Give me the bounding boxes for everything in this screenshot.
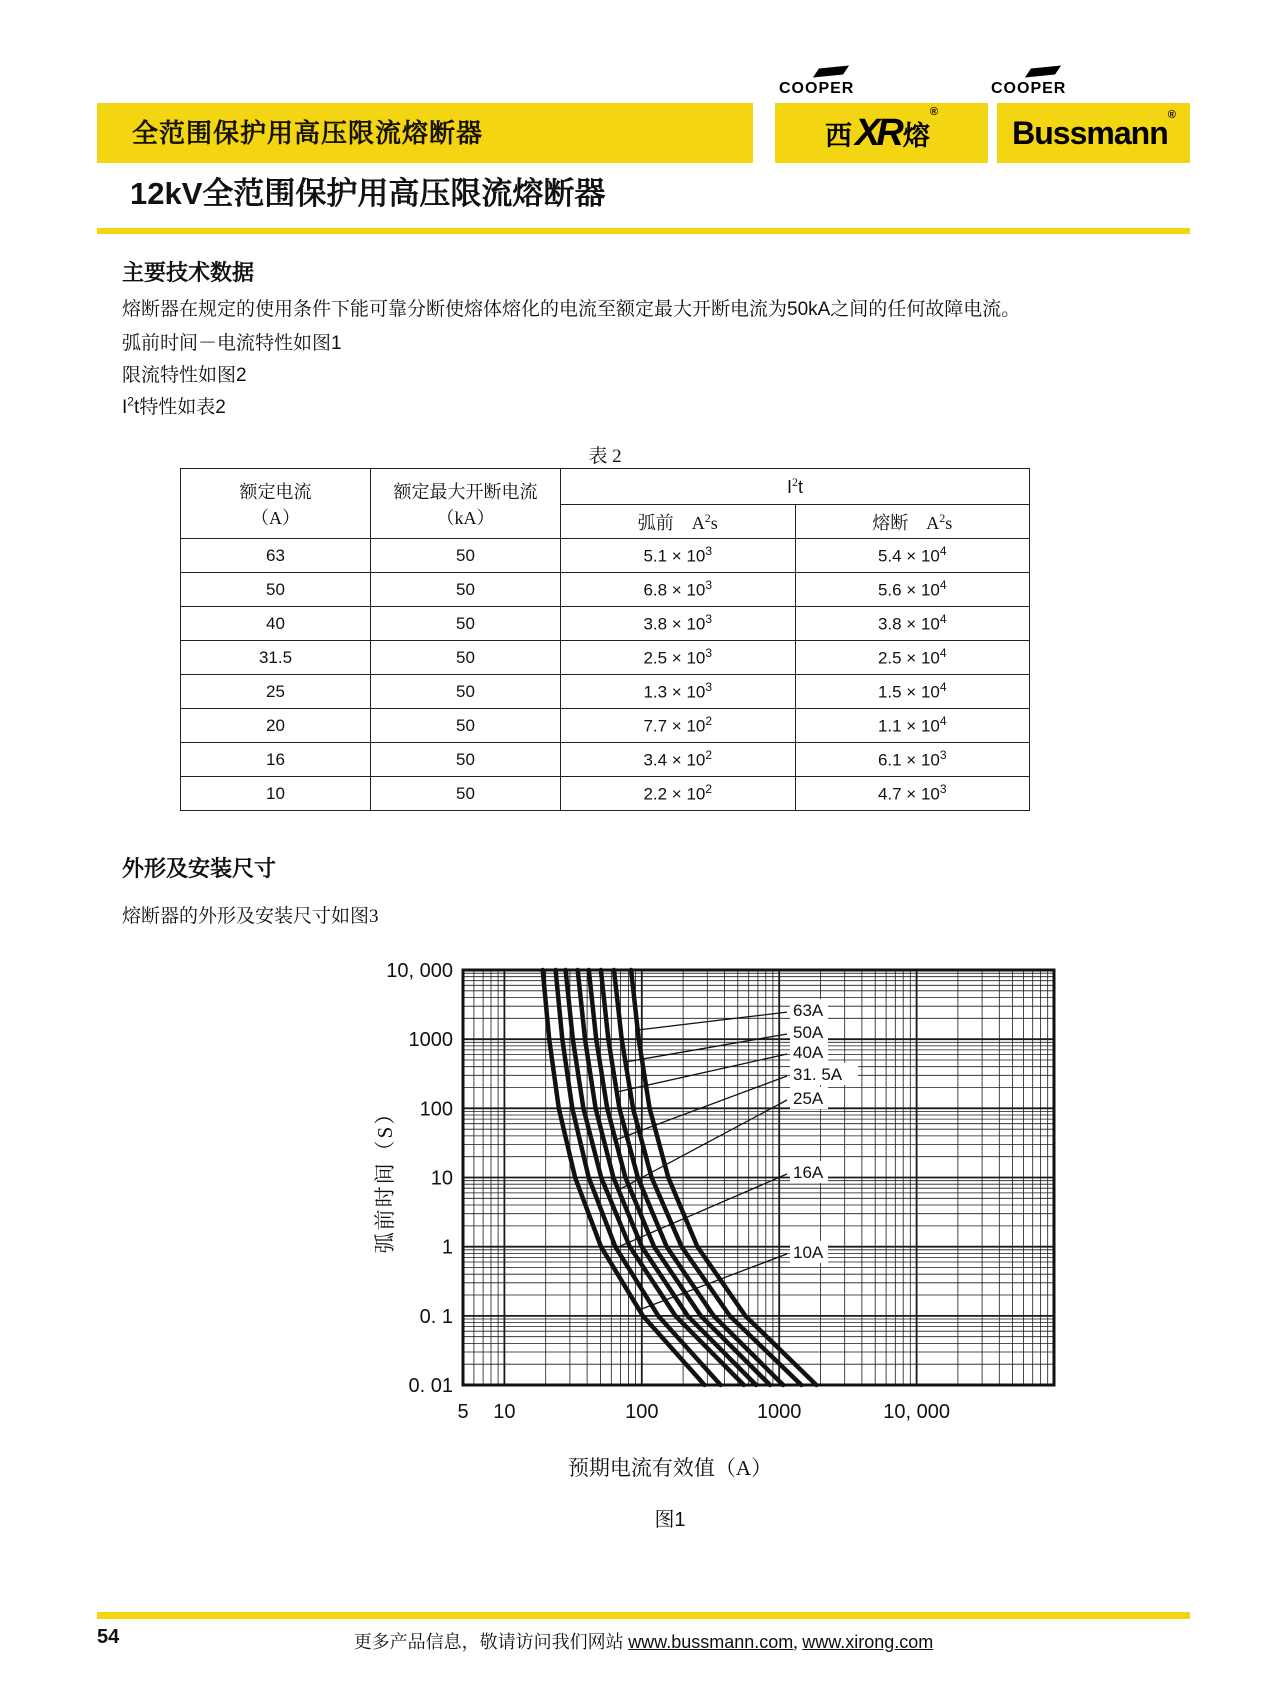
footer-text: 更多产品信息，敬请访问我们网站 www.bussmann.com, www.xirong.com — [353, 1632, 934, 1652]
cooper-bussmann-logo — [991, 68, 1111, 98]
page-number: 54 — [97, 1626, 120, 1648]
svg-text:100: 100 — [419, 1098, 453, 1121]
svg-text:16A: 16A — [793, 1163, 824, 1182]
cooper-wordmark: COOPER — [779, 80, 855, 97]
table-row: 50 50 $6.8 \times 10^3$ $5.6 \times 10^4$ — [181, 573, 1030, 607]
col-header-rated-current: 额定电流 （A） — [181, 469, 371, 539]
svg-text:31. 5A: 31. 5A — [793, 1065, 843, 1084]
fig1-caption: 图1 — [654, 1509, 686, 1531]
section-heading-tech-data: 主要技术数据 — [122, 260, 255, 285]
svg-text:63A: 63A — [793, 1001, 824, 1021]
svg-text:0. 01: 0. 01 — [408, 1375, 453, 1397]
fig1-chart — [360, 935, 1070, 1430]
page-title: 12kV全范围保护用高压限流熔断器 — [130, 176, 606, 211]
fig3-ref-line: 熔断器的外形及安装尺寸如图3 — [122, 906, 379, 927]
svg-text:0. 1: 0. 1 — [419, 1305, 453, 1328]
table-row: 10 50 $2.2 \times 10^2$ $4.7 \times 10^3$ — [181, 777, 1030, 811]
cooper-flag-icon — [1025, 66, 1061, 78]
svg-text:100: 100 — [625, 1401, 659, 1423]
svg-text:50A: 50A — [793, 1023, 824, 1042]
svg-text:5: 5 — [457, 1401, 469, 1423]
xirong-wordmark: 西XR 熔® — [825, 105, 938, 154]
tech-data-paragraph: 熔断器在规定的使用条件下能可靠分断使熔体熔化的电流至额定最大开断电流为50kA之间的任何故障电流。 — [122, 299, 1021, 320]
cooper-flag-icon — [813, 66, 849, 78]
svg-text:10, 000: 10, 000 — [386, 960, 453, 982]
table2-ref-line: $I^2t$特性如表2 — [122, 394, 226, 418]
fig2-ref-line: 限流特性如图2 — [122, 365, 247, 386]
col-header-i2t: $I^2t$ — [561, 469, 1030, 505]
col-header-prearc: 弧前 $A^2s$ — [561, 505, 796, 539]
header-band-title: 全范围保护用高压限流熔断器 — [132, 118, 484, 148]
svg-text:10A: 10A — [793, 1242, 824, 1262]
cooper-xirong-logo — [779, 68, 899, 98]
svg-text:10: 10 — [430, 1167, 453, 1190]
registered-mark-icon: ® — [929, 105, 938, 118]
table-row: 25 50 $1.3 \times 10^3$ $1.5 \times 10^4$ — [181, 675, 1030, 709]
title-rule — [97, 228, 1190, 234]
footer-rule — [97, 1612, 1190, 1619]
col-header-breaking-current: 额定最大开断电流 （kA） — [371, 469, 561, 539]
table-row: 20 50 $7.7 \times 10^2$ $1.1 \times 10^4$ — [181, 709, 1030, 743]
spec-table — [180, 468, 1030, 811]
x-axis-label: 预期电流有效值（A） — [567, 1456, 773, 1480]
table-row: 63 50 $5.1 \times 10^3$ $5.4 \times 10^4$ — [181, 539, 1030, 573]
table2-caption: 表 2 — [588, 446, 622, 467]
col-header-melt: 熔断 $A^2s$ — [795, 505, 1030, 539]
footer-link-xirong[interactable]: www.xirong.com — [802, 1632, 934, 1652]
bussmann-logo — [997, 103, 1190, 163]
svg-text:1000: 1000 — [756, 1401, 802, 1423]
time-current-curves-plot — [360, 935, 1070, 1430]
svg-text:10, 000: 10, 000 — [883, 1401, 950, 1423]
bussmann-wordmark: Bussmann® — [1012, 108, 1175, 151]
svg-text:弧前时间（S）: 弧前时间（S） — [373, 1101, 397, 1254]
cooper-wordmark: COOPER — [991, 80, 1067, 97]
fig1-ref-line: 弧前时间－电流特性如图1 — [122, 333, 342, 354]
table-row: 31.5 50 $2.5 \times 10^3$ $2.5 \times 10^4$ — [181, 641, 1030, 675]
svg-text:25A: 25A — [793, 1089, 824, 1108]
table-row: 40 50 $3.8 \times 10^3$ $3.8 \times 10^4$ — [181, 607, 1030, 641]
section-heading-dimensions: 外形及安装尺寸 — [122, 856, 277, 881]
svg-text:1000: 1000 — [408, 1029, 453, 1052]
registered-mark-icon: ® — [1167, 108, 1175, 121]
svg-text:10: 10 — [493, 1401, 516, 1423]
svg-text:1: 1 — [441, 1236, 453, 1259]
xirong-logo — [775, 103, 988, 163]
footer-link-bussmann[interactable]: www.bussmann.com — [628, 1632, 794, 1652]
table-row: 16 50 $3.4 \times 10^2$ $6.1 \times 10^3$ — [181, 743, 1030, 777]
svg-text:40A: 40A — [793, 1043, 824, 1062]
